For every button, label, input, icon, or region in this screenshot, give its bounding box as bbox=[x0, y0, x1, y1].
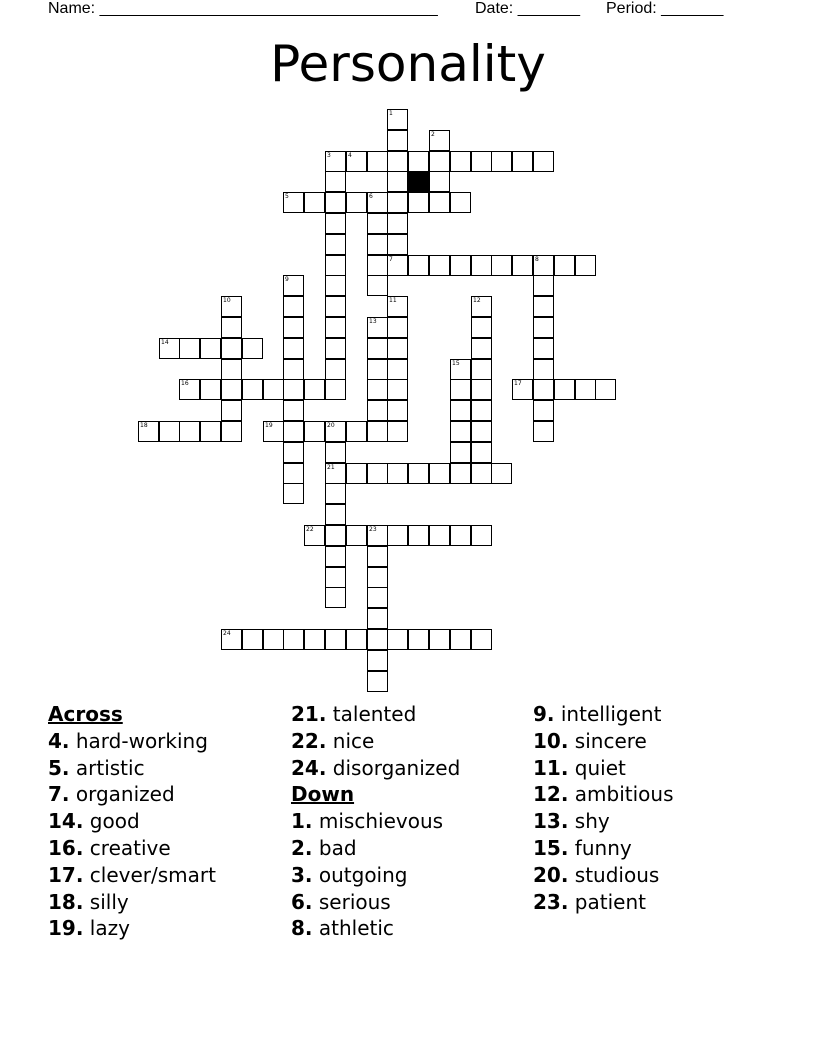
grid-cell[interactable] bbox=[471, 442, 492, 463]
grid-cell[interactable] bbox=[533, 317, 554, 338]
clue-number-label: 14 bbox=[161, 339, 169, 346]
grid-cell[interactable] bbox=[408, 151, 429, 172]
grid-cell[interactable] bbox=[367, 151, 388, 172]
clue-item bbox=[48, 781, 216, 808]
clue-text: disorganized bbox=[332, 755, 461, 780]
grid-cell[interactable] bbox=[450, 442, 471, 463]
clue-number-label: 1 bbox=[389, 110, 393, 117]
grid-cell[interactable] bbox=[387, 213, 408, 234]
grid-cell[interactable] bbox=[387, 629, 408, 650]
date-field[interactable]: Date: _______ bbox=[475, 0, 580, 17]
clue-text: good bbox=[89, 809, 140, 834]
grid-cell[interactable] bbox=[367, 192, 388, 213]
clue-number-label: 12 bbox=[473, 297, 481, 304]
grid-cell[interactable] bbox=[367, 255, 388, 276]
grid-cell[interactable] bbox=[471, 463, 492, 484]
grid-cell[interactable] bbox=[387, 379, 408, 400]
clue-number: 12. bbox=[533, 782, 569, 807]
grid-cell[interactable] bbox=[325, 587, 346, 608]
grid-cell[interactable] bbox=[408, 525, 429, 546]
clue-number-label: 11 bbox=[389, 297, 397, 304]
grid-cell[interactable] bbox=[450, 379, 471, 400]
grid-cell[interactable] bbox=[387, 338, 408, 359]
clue-number-label: 16 bbox=[181, 380, 189, 387]
clue-text: serious bbox=[318, 889, 391, 914]
clue-number: 6. bbox=[291, 889, 313, 914]
clue-text: bad bbox=[318, 835, 357, 860]
clue-number: 24. bbox=[291, 755, 327, 780]
clue-text: ambitious bbox=[574, 782, 674, 807]
clue-item bbox=[533, 701, 674, 728]
grid-cell[interactable] bbox=[263, 629, 284, 650]
clue-number-label: 8 bbox=[535, 256, 539, 263]
grid-cell[interactable] bbox=[387, 130, 408, 151]
grid-cell[interactable] bbox=[325, 629, 346, 650]
clue-text: clever/smart bbox=[89, 862, 216, 887]
clue-item bbox=[48, 755, 216, 782]
grid-cell[interactable] bbox=[367, 463, 388, 484]
clue-number-label: 24 bbox=[223, 630, 231, 637]
clue-number: 11. bbox=[533, 755, 569, 780]
clue-number-label: 23 bbox=[369, 526, 377, 533]
grid-cell[interactable] bbox=[283, 442, 304, 463]
clue-text: mischievous bbox=[318, 809, 444, 834]
clue-text: silly bbox=[89, 889, 129, 914]
clue-number-label: 3 bbox=[327, 152, 331, 159]
clue-text: funny bbox=[574, 835, 632, 860]
grid-cell[interactable] bbox=[283, 338, 304, 359]
grid-cell[interactable] bbox=[367, 567, 388, 588]
clue-number: 22. bbox=[291, 728, 327, 753]
grid-cell[interactable] bbox=[533, 275, 554, 296]
clue-item bbox=[291, 701, 460, 728]
clue-text: shy bbox=[574, 809, 610, 834]
clue-number-label: 7 bbox=[389, 256, 393, 263]
grid-cell[interactable] bbox=[325, 546, 346, 567]
grid-cell[interactable] bbox=[283, 421, 304, 442]
grid-cell[interactable] bbox=[491, 463, 512, 484]
clue-number: 23. bbox=[533, 889, 569, 914]
grid-cell[interactable] bbox=[304, 192, 325, 213]
grid-cell[interactable] bbox=[200, 421, 221, 442]
clue-item bbox=[291, 915, 460, 942]
clue-item bbox=[533, 728, 674, 755]
grid-cell[interactable] bbox=[387, 234, 408, 255]
clue-number: 21. bbox=[291, 702, 327, 726]
grid-cell[interactable] bbox=[325, 171, 346, 192]
clue-text: hard-working bbox=[75, 728, 208, 753]
grid-cell[interactable] bbox=[429, 151, 450, 172]
clue-text: quiet bbox=[574, 755, 626, 780]
clue-text: creative bbox=[89, 835, 171, 860]
grid-cell[interactable] bbox=[325, 359, 346, 380]
grid-cell[interactable] bbox=[367, 421, 388, 442]
clue-item bbox=[48, 835, 216, 862]
black-square bbox=[408, 171, 429, 192]
grid-cell[interactable] bbox=[325, 255, 346, 276]
grid-cell[interactable] bbox=[512, 151, 533, 172]
grid-cell[interactable] bbox=[325, 317, 346, 338]
clue-item bbox=[291, 808, 460, 835]
grid-cell[interactable] bbox=[325, 338, 346, 359]
grid-cell[interactable] bbox=[325, 192, 346, 213]
clue-text: outgoing bbox=[318, 862, 408, 887]
grid-cell[interactable] bbox=[491, 151, 512, 172]
grid-cell[interactable] bbox=[325, 234, 346, 255]
grid-cell[interactable] bbox=[429, 171, 450, 192]
clue-number: 4. bbox=[48, 728, 70, 753]
across-heading: Across bbox=[48, 702, 123, 726]
grid-cell[interactable] bbox=[408, 255, 429, 276]
clue-number-label: 19 bbox=[265, 422, 273, 429]
clue-number: 20. bbox=[533, 862, 569, 887]
clue-number: 17. bbox=[48, 862, 84, 887]
grid-cell[interactable] bbox=[325, 442, 346, 463]
grid-cell[interactable] bbox=[450, 359, 471, 380]
clue-number: 16. bbox=[48, 835, 84, 860]
grid-cell[interactable] bbox=[533, 151, 554, 172]
grid-cell[interactable] bbox=[367, 671, 388, 692]
clue-text: talented bbox=[332, 702, 417, 726]
grid-cell[interactable] bbox=[283, 275, 304, 296]
grid-cell[interactable] bbox=[533, 359, 554, 380]
puzzle-title: Personality bbox=[270, 35, 546, 93]
clue-text: patient bbox=[574, 889, 646, 914]
clue-number: 9. bbox=[533, 702, 555, 726]
grid-cell[interactable] bbox=[283, 400, 304, 421]
grid-cell[interactable] bbox=[429, 255, 450, 276]
clue-text: organized bbox=[75, 782, 175, 807]
grid-cell[interactable] bbox=[346, 151, 367, 172]
grid-cell[interactable] bbox=[221, 421, 242, 442]
clue-number: 2. bbox=[291, 835, 313, 860]
grid-cell[interactable] bbox=[242, 379, 263, 400]
grid-cell[interactable] bbox=[325, 151, 346, 172]
grid-cell[interactable] bbox=[367, 650, 388, 671]
grid-cell[interactable] bbox=[471, 151, 492, 172]
clue-item bbox=[291, 835, 460, 862]
grid-cell[interactable] bbox=[533, 296, 554, 317]
grid-cell[interactable] bbox=[346, 525, 367, 546]
grid-cell[interactable] bbox=[221, 379, 242, 400]
grid-cell[interactable] bbox=[367, 525, 388, 546]
grid-cell[interactable] bbox=[387, 525, 408, 546]
grid-cell[interactable] bbox=[304, 525, 325, 546]
grid-cell[interactable] bbox=[429, 629, 450, 650]
grid-cell[interactable] bbox=[387, 255, 408, 276]
grid-cell[interactable] bbox=[471, 525, 492, 546]
grid-cell[interactable] bbox=[533, 338, 554, 359]
grid-cell[interactable] bbox=[471, 379, 492, 400]
grid-cell[interactable] bbox=[325, 567, 346, 588]
grid-cell[interactable] bbox=[304, 629, 325, 650]
grid-cell[interactable] bbox=[283, 379, 304, 400]
grid-cell[interactable] bbox=[575, 255, 596, 276]
clue-text: sincere bbox=[574, 728, 647, 753]
grid-cell[interactable] bbox=[283, 629, 304, 650]
grid-cell[interactable] bbox=[200, 338, 221, 359]
clues-column-1 bbox=[48, 701, 216, 942]
clue-number-label: 2 bbox=[431, 131, 435, 138]
grid-cell[interactable] bbox=[450, 525, 471, 546]
clue-number: 19. bbox=[48, 916, 84, 941]
clue-item bbox=[533, 755, 674, 782]
grid-cell[interactable] bbox=[263, 421, 284, 442]
grid-cell[interactable] bbox=[471, 338, 492, 359]
grid-cell[interactable] bbox=[283, 317, 304, 338]
grid-cell[interactable] bbox=[367, 338, 388, 359]
grid-cell[interactable] bbox=[471, 296, 492, 317]
grid-cell[interactable] bbox=[325, 296, 346, 317]
grid-cell[interactable] bbox=[325, 213, 346, 234]
clues-column-3 bbox=[533, 701, 674, 915]
grid-cell[interactable] bbox=[179, 338, 200, 359]
clue-item bbox=[48, 808, 216, 835]
clue-number-label: 18 bbox=[140, 422, 148, 429]
grid-cell[interactable] bbox=[575, 379, 596, 400]
grid-cell[interactable] bbox=[367, 359, 388, 380]
grid-cell[interactable] bbox=[200, 379, 221, 400]
clue-number-label: 17 bbox=[514, 380, 522, 387]
clue-number-label: 20 bbox=[327, 422, 335, 429]
clue-item bbox=[291, 862, 460, 889]
grid-cell[interactable] bbox=[387, 192, 408, 213]
clue-number: 7. bbox=[48, 782, 70, 807]
grid-cell[interactable] bbox=[387, 421, 408, 442]
grid-cell[interactable] bbox=[512, 379, 533, 400]
grid-cell[interactable] bbox=[450, 463, 471, 484]
clue-text: lazy bbox=[89, 916, 130, 941]
grid-cell[interactable] bbox=[387, 296, 408, 317]
grid-cell[interactable] bbox=[325, 275, 346, 296]
grid-cell[interactable] bbox=[471, 400, 492, 421]
clue-item bbox=[533, 889, 674, 916]
grid-cell[interactable] bbox=[554, 255, 575, 276]
grid-cell[interactable] bbox=[387, 109, 408, 130]
grid-cell[interactable] bbox=[387, 400, 408, 421]
name-field[interactable]: Name: ______________________________________ bbox=[48, 0, 438, 17]
grid-cell[interactable] bbox=[471, 317, 492, 338]
grid-cell[interactable] bbox=[491, 255, 512, 276]
grid-cell[interactable] bbox=[595, 379, 616, 400]
grid-cell[interactable] bbox=[450, 151, 471, 172]
clue-number: 1. bbox=[291, 809, 313, 834]
grid-cell[interactable] bbox=[283, 359, 304, 380]
clue-number: 8. bbox=[291, 916, 313, 941]
grid-cell[interactable] bbox=[387, 463, 408, 484]
grid-cell[interactable] bbox=[512, 255, 533, 276]
grid-cell[interactable] bbox=[242, 338, 263, 359]
clue-number: 10. bbox=[533, 728, 569, 753]
clue-text: artistic bbox=[75, 755, 145, 780]
clue-item bbox=[48, 889, 216, 916]
grid-cell[interactable] bbox=[283, 296, 304, 317]
grid-cell[interactable] bbox=[346, 463, 367, 484]
down-heading: Down bbox=[291, 782, 355, 807]
grid-cell[interactable] bbox=[408, 192, 429, 213]
period-field[interactable]: Period: _______ bbox=[606, 0, 724, 17]
clue-number-label: 22 bbox=[306, 526, 314, 533]
clue-text: studious bbox=[574, 862, 660, 887]
grid-cell[interactable] bbox=[387, 359, 408, 380]
grid-cell[interactable] bbox=[242, 629, 263, 650]
grid-cell[interactable] bbox=[304, 379, 325, 400]
grid-cell[interactable] bbox=[471, 255, 492, 276]
grid-cell[interactable] bbox=[450, 255, 471, 276]
grid-cell[interactable] bbox=[367, 629, 388, 650]
grid-cell[interactable] bbox=[325, 483, 346, 504]
grid-cell[interactable] bbox=[387, 151, 408, 172]
grid-cell[interactable] bbox=[471, 629, 492, 650]
grid-cell[interactable] bbox=[367, 608, 388, 629]
grid-cell[interactable] bbox=[471, 421, 492, 442]
clue-number-label: 6 bbox=[369, 193, 373, 200]
grid-cell[interactable] bbox=[159, 338, 180, 359]
grid-cell[interactable] bbox=[325, 525, 346, 546]
clue-number-label: 10 bbox=[223, 297, 231, 304]
clue-number: 5. bbox=[48, 755, 70, 780]
clue-item bbox=[48, 915, 216, 942]
clue-item bbox=[533, 808, 674, 835]
clue-number-label: 21 bbox=[327, 464, 335, 471]
grid-cell[interactable] bbox=[283, 463, 304, 484]
clue-item bbox=[291, 755, 460, 782]
grid-cell[interactable] bbox=[221, 317, 242, 338]
clue-item bbox=[48, 862, 216, 889]
clues-column-2 bbox=[291, 701, 460, 942]
grid-cell[interactable] bbox=[533, 255, 554, 276]
clue-number: 15. bbox=[533, 835, 569, 860]
grid-cell[interactable] bbox=[304, 421, 325, 442]
grid-cell[interactable] bbox=[533, 400, 554, 421]
clue-number-label: 13 bbox=[369, 318, 377, 325]
clue-number-label: 9 bbox=[285, 276, 289, 283]
grid-cell[interactable] bbox=[221, 338, 242, 359]
clue-text: nice bbox=[332, 728, 375, 753]
clue-item bbox=[533, 781, 674, 808]
clue-number-label: 4 bbox=[348, 152, 352, 159]
grid-cell[interactable] bbox=[367, 379, 388, 400]
grid-cell[interactable] bbox=[283, 483, 304, 504]
grid-cell[interactable] bbox=[387, 171, 408, 192]
grid-cell[interactable] bbox=[346, 192, 367, 213]
grid-cell[interactable] bbox=[221, 400, 242, 421]
grid-cell[interactable] bbox=[429, 463, 450, 484]
grid-cell[interactable] bbox=[325, 421, 346, 442]
grid-cell[interactable] bbox=[471, 359, 492, 380]
grid-cell[interactable] bbox=[533, 421, 554, 442]
clue-number: 14. bbox=[48, 809, 84, 834]
grid-cell[interactable] bbox=[221, 359, 242, 380]
grid-cell[interactable] bbox=[138, 421, 159, 442]
grid-cell[interactable] bbox=[450, 400, 471, 421]
grid-cell[interactable] bbox=[179, 379, 200, 400]
grid-cell[interactable] bbox=[283, 192, 304, 213]
grid-cell[interactable] bbox=[367, 275, 388, 296]
grid-cell[interactable] bbox=[179, 421, 200, 442]
grid-cell[interactable] bbox=[450, 192, 471, 213]
grid-cell[interactable] bbox=[387, 317, 408, 338]
grid-cell[interactable] bbox=[450, 629, 471, 650]
grid-cell[interactable] bbox=[367, 213, 388, 234]
grid-cell[interactable] bbox=[429, 130, 450, 151]
clue-number: 13. bbox=[533, 809, 569, 834]
clue-item bbox=[291, 889, 460, 916]
grid-cell[interactable] bbox=[450, 421, 471, 442]
grid-cell[interactable] bbox=[367, 587, 388, 608]
clue-number: 18. bbox=[48, 889, 84, 914]
clue-text: intelligent bbox=[560, 702, 662, 726]
clue-number-label: 5 bbox=[285, 193, 289, 200]
clue-number: 3. bbox=[291, 862, 313, 887]
grid-cell[interactable] bbox=[429, 192, 450, 213]
grid-cell[interactable] bbox=[367, 317, 388, 338]
clue-text: athletic bbox=[318, 916, 394, 941]
grid-cell[interactable] bbox=[554, 379, 575, 400]
grid-cell[interactable] bbox=[346, 629, 367, 650]
grid-cell[interactable] bbox=[221, 296, 242, 317]
grid-cell[interactable] bbox=[367, 234, 388, 255]
grid-cell[interactable] bbox=[367, 546, 388, 567]
grid-cell[interactable] bbox=[325, 463, 346, 484]
grid-cell[interactable] bbox=[346, 421, 367, 442]
clue-item bbox=[533, 835, 674, 862]
grid-cell[interactable] bbox=[408, 629, 429, 650]
grid-cell[interactable] bbox=[325, 504, 346, 525]
grid-cell[interactable] bbox=[221, 629, 242, 650]
grid-cell[interactable] bbox=[429, 525, 450, 546]
grid-cell[interactable] bbox=[408, 463, 429, 484]
grid-cell[interactable] bbox=[533, 379, 554, 400]
clue-item bbox=[291, 728, 460, 755]
grid-cell[interactable] bbox=[325, 379, 346, 400]
clue-item bbox=[48, 728, 216, 755]
grid-cell[interactable] bbox=[263, 379, 284, 400]
clue-number-label: 15 bbox=[452, 360, 460, 367]
grid-cell[interactable] bbox=[159, 421, 180, 442]
clue-item bbox=[533, 862, 674, 889]
grid-cell[interactable] bbox=[367, 400, 388, 421]
